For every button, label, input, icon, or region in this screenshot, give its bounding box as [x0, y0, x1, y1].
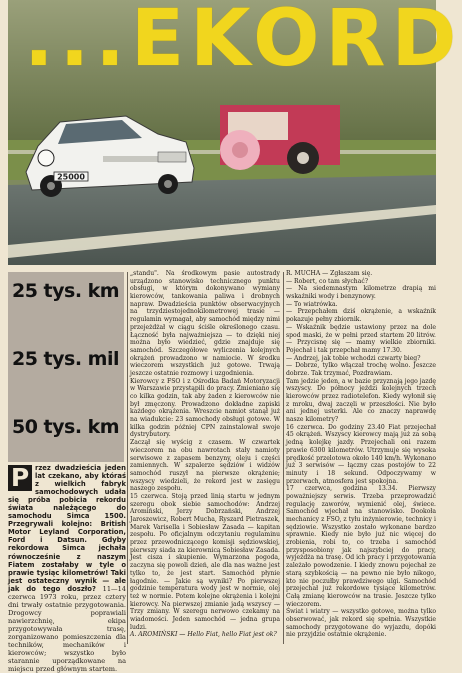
dropcap: P	[8, 465, 32, 491]
paragraph: — Dobrze, tylko włączał trochę wolno. Jeszcze dobrze. Tak trzymać, Pozdrawiam.	[286, 362, 436, 377]
paragraph: „standu". Na środkowym pasie autostrady urządzono stanowisko technicznego punktu obsługi, w którym dokonywano wymiany kierowców, tankowania paliwa i drobnych napraw. Dwadzieścia punktów obserwacyjnych na trzydziestojednokilometrowej trasie — regulamin wymagał, aby samochód między nimi przejeżdżał w ciągu ściśle określonego czasu. Łączność była najważniejsza — to dzięki niej można było wiedzieć, gdzie znajduje się samochód. Szczegółowe wyliczenia kolejnych okrążeń prowadzono w namiocie. W środku wieczorem wszystkich już gotowe. Trwają jeszcze ostatnie rozmowy i uzgodnienia.	[130, 270, 280, 377]
paragraph: 16 czerwca. Do godziny 23.40 Fiat przejechał 45 okrążeń. Wszyscy kierowcy mają już za sobą jedną kolejkę jazdy. Przejechali oni razem prawie 6300 kilometrów. Utrzymuje się wysoka prędkość przelotowa około 140 km/h. Wykonano już 3 serwisów — łączny czas postojów to 22 minuty i 18 sekund. Odpoczywamy w przerwach, atmosfera jest spokojna.	[286, 423, 436, 485]
stats-panel	[8, 272, 124, 462]
body-column-1	[130, 270, 280, 639]
stat-miles-25: 25 tys. mil	[12, 348, 119, 370]
paragraph: Zaczął się wyścig z czasem. W czwartek wieczorem na obu nawrotach stały namioty serwisowe z zapasem benzyny, oleju i części zamiennych. W szpalerze sędziów i widzów samochód ruszył na pierwsze okrążenie; wszyscy wiedzieli, że rekord jest w zasięgu naszego zespołu.	[130, 439, 280, 493]
column-divider	[283, 272, 284, 644]
paragraph: Świat i wiatry — wszystko gotowe, można tylko obserwować, jak rekord się spełnia. Wszystkie samochody przygotowane do wyjazdu, dopóki nie przyjdzie ostatnie okrążenie.	[286, 608, 436, 639]
paragraph: Tam jedzie jeden, a w bazie przyznają jego jazdę wszyscy. Do północy jeździ kolejnych trzech kierowców przez radiotelefon. Kiedy wyłonił się z mroku, dwaj zaczęli w przeszłości. Nie było ani jednej usterki. Ale co znaczy naprawdę nasze kilometry?	[286, 377, 436, 424]
signature-line: A. AROMIŃSKI — Hello Fiat, hello Fiat jest ok?	[130, 631, 277, 639]
paragraph: — Przepchałem dziś okrążenie, a wskaźnik pokazuje pełny zbiornik.	[286, 308, 436, 324]
record-car-photo	[8, 0, 462, 265]
intro-body: 11—14 czerwca 1973 roku, przez cztery dni trwały ostatnie przygotowania. Drogowcy poprawiali nawierzchnię, ekipa przygotowywała trasę, zorganizowano pomieszczenia dla techników, mechaników i kierowców; wszystko było starannie uporządkowane na miejscu przed głównym startem.	[8, 584, 126, 673]
car-plate: 25000	[57, 172, 85, 182]
column-divider	[127, 272, 128, 644]
headline: ...EKORD	[24, 0, 462, 84]
body-column-2	[286, 270, 436, 639]
paragraph: — To wiatrówka.	[286, 300, 338, 308]
paragraph: — Na siedemnastym kilometrze drapią mi wskaźniki wody i benzynowy.	[286, 285, 436, 301]
paragraph: — Robert, co tam słychać?	[286, 277, 369, 285]
intro-question: Taki jest ostateczny wynik — ale jak do tego doszło?	[8, 568, 126, 593]
paragraph: 15 czerwca. Stoją przed linią startu w jednym szeregu obok siebie samochodów: Andrzej Aromiński, Jerzy Dobrzański, Andrzej Jaroszewicz, Robert Mucha, Ryszard Pietraszek, Marek Varisella i Sobiesław Zasada — kapitan zespołu. Po oficjalnym odczytaniu regulaminu przez przewodniczącego komisji sędziowskiej, pierwszy siada za kierownicą Sobiesław Zasada. Jest cisza i skupienie. Wymarzona pogoda, zaczyna się powoli dzień, ale dla nas ważne jest tylko to, że jest start. Samochód płynie łagodnie. — Jakie są wyniki? Po pierwszej godzinie temperatura wody jest w normie, olej też w normie. Potem kolejne okrążenia i kolejni kierowcy. Na pierwszej zmianie jadą wszyscy — Trzy zmiany. W szeregu nerwowo czekamy na wiadomości. Jeden samochód — jedna grupa ludzi.	[130, 492, 280, 631]
stat-km-50: 50 tys. km	[12, 416, 120, 438]
paragraph: R. MUCHA — Zgłaszam się.	[286, 270, 373, 277]
stat-km-25: 25 tys. km	[12, 280, 120, 302]
paragraph: — Wskaźnik będzie ustawiony przez na dole spod maski, że w pełni przed startem 20 litrów. — Przycisnę się — mamy wielkie zbiorniki. Pojechał i tak przepchał mamy 17.30.	[286, 323, 436, 354]
intro-column	[8, 464, 126, 673]
intro-lead: rzez dwadzieścia jeden lat czekano, aby któraś z wielkich fabryk samochodowych udała się próba pobicia rekordu świata należącego do samochodu Simca 1500. Przegrywali kolejno: British Motor Leyland Corporation, Ford i Datsun. Gdyby rekordowa Simca jechała równocześnie z naszym Fiatem zostałaby w tyle o prawie tysiąc kilometrów!	[8, 464, 126, 577]
paragraph: Kierowcy z FSO i z Ośrodka Badań Motoryzacji w Warszawie przystąpili do pracy. Zmieniano się co kilka godzin, tak aby żaden z kierowców nie był zmęczony. Prowadzono dokładne zapiski każdego okrążenia. Wreszcie namiot stanął już na wiadukcie: 23 samochody obsługi gotowe. W kilka godzin później CPN zainstalował swoje dystrybutory.	[130, 377, 280, 439]
paragraph: 17 czerwca, godzina 13.34. Pierwszy poważniejszy serwis. Trzeba przeprowadzić regulację zaworów, wymienić olej, świece. Samochód wjechał na stanowisko. Dookoła mechanicy z FSO, z tyłu inżynierowie, technicy i sędziowie. Wszystko zostało wykonane bardzo sprawnie. Kiedy nie było już nic więcej do zrobienia, robi to, co trzeba i samochód przysposobiony jak najszybciej do pracy, wyjeżdża na trasę. Od ich pracy i przygotowania zależało powodzenie. I kiedy znowu pojechał ze starą szybkością — na pewno nie było nikogo, kto nie poczułby prawdziwego ulgi. Samochód przejechał już rekordowe tysiące kilometrów. Całą zmianę kierowców na trasie. Jeszcze tylko wieczorem.	[286, 485, 436, 608]
paragraph: — Andrzej, jak tobie wchodzi czwarty bieg?	[286, 354, 421, 362]
